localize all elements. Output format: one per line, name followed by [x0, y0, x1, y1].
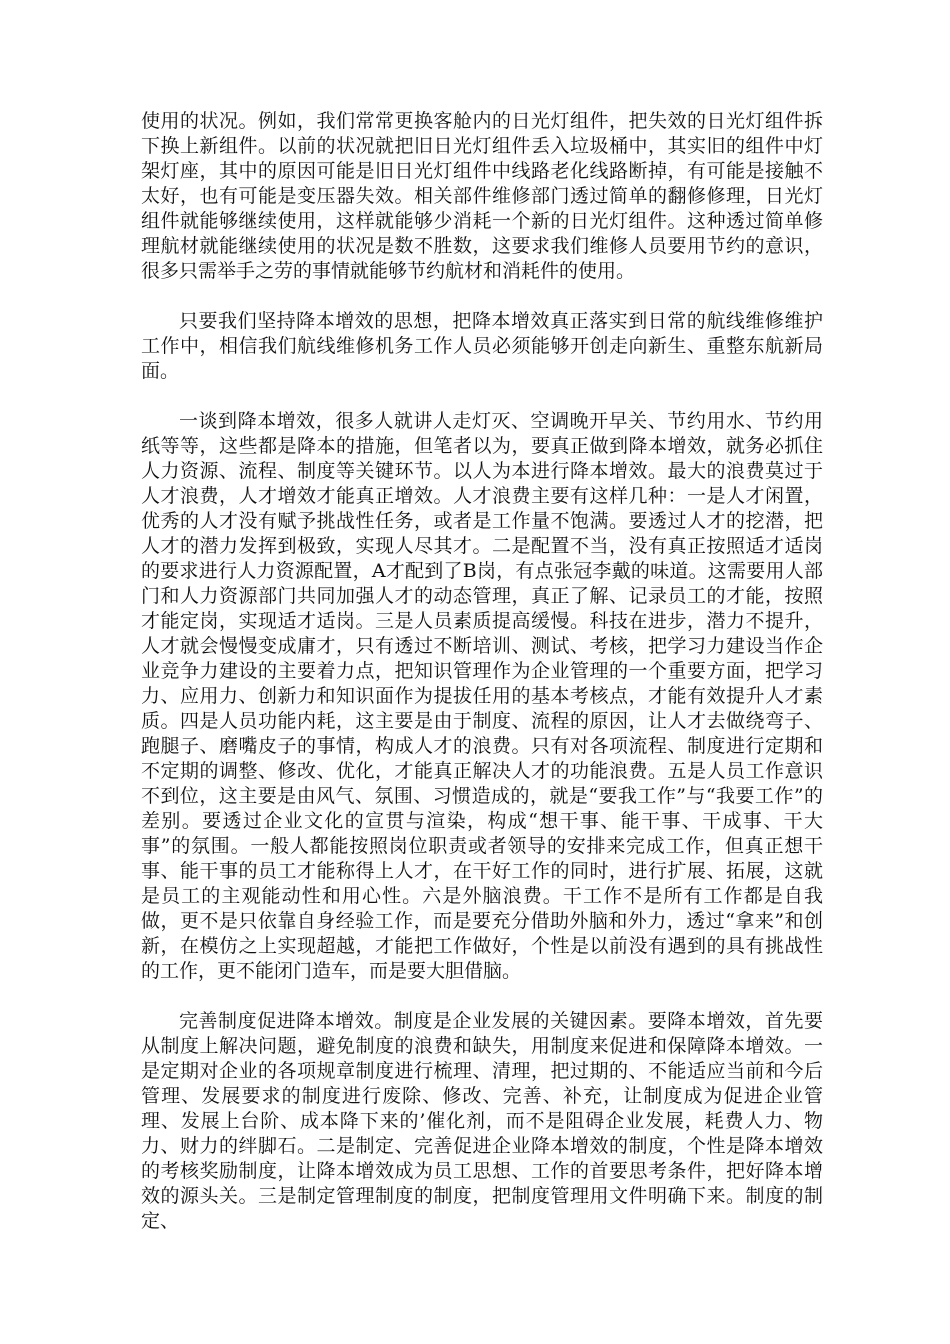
paragraph-1: 使用的状况。例如，我们常常更换客舱内的日光灯组件，把失效的日光灯组件拆下换上新组件。以前的状况就把旧日光灯组件丢入垃圾桶中，其实旧的组件中灯架灯座，其中的原因可能是旧日光灯组件中线路老化线路断掉，有可能是接触不太好，也有可能是变压器失效。相关部件维修部门透过简单的翻修修理，日光灯组件就能够继续使用，这样就能够少消耗一个新的日光灯组件。这种透过简单修理航材就能继续使用的状况是数不胜数，这要求我们维修人员要用节约的意识，很多只需举手之劳的事情就能够节约航材和消耗件的使用。 — [141, 110, 823, 282]
paragraph-4: 完善制度促进降本增效。制度是企业发展的关键因素。要降本增效，首先要从制度上解决问题，避免制度的浪费和缺失，用制度来促进和保障降本增效。一是定期对企业的各项规章制度进行梳理、清理，把过期的、不能适应当前和今后管理、发展要求的制度进行废除、修改、完善、补充，让制度成为促进企业管理、发展上台阶、成本降下来的’催化剂，而不是阻碍企业发展，耗费人力、物力、财力的绊脚石。二是制定、完善促进企业降本增效的制度，个性是降本增效的考核奖励制度，让降本增效成为员工思想、工作的首要思考条件，把好降本增效的源头关。三是制定管理制度的制度，把制度管理用文件明确下来。制度的制定、 — [141, 1010, 823, 1232]
paragraph-2: 只要我们坚持降本增效的思想，把降本增效真正落实到日常的航线维修维护工作中，相信我们航线维修机务工作人员必须能够开创走向新生、重整东航新局面。 — [141, 310, 823, 382]
paragraph-3: 一谈到降本增效，很多人就讲人走灯灭、空调晚开早关、节约用水、节约用纸等等，这些都是降本的措施，但笔者以为，要真正做到降本增效，就务必抓住人力资源、流程、制度等关键环节。以人为本进行降本增效。最大的浪费莫过于人才浪费，人才增效才能真正增效。人才浪费主要有这样几种：一是人才闲置，优秀的人才没有赋予挑战性任务，或者是工作量不饱满。要透过人才的挖潜，把人才的潜力发挥到极致，实现人尽其才。二是配置不当，没有真正按照适才适岗的要求进行人力资源配置，A才配到了B岗，有点张冠李戴的味道。这需要用人部门和人力资源部门共同加强人才的动态管理，真正了解、记录员工的才能，按照才能定岗，实现适才适岗。三是人员素质提高缓慢。科技在进步，潜力不提升，人才就会慢慢变成庸才，只有透过不断培训、测试、考核，把学习力建设当作企业竞争力建设的主要着力点，把知识管理作为企业管理的一个重要方面，把学习力、应用力、创新力和知识面作为提拔任用的基本考核点，才能有效提升人才素质。四是人员功能内耗，这主要是由于制度、流程的原因，让人才去做绕弯子、跑腿子、磨嘴皮子的事情，构成人才的浪费。只有对各项流程、制度进行定期和不定期的调整、修改、优化，才能真正解决人才的功能浪费。五是人员工作意识不到位，这主要是由风气、氛围、习惯造成的，就是“要我工作”与“我要工作”的差别。要透过企业文化的宣贯与渲染，构成“想干事、能干事、干成事、干大事”的氛围。一般人都能按照岗位职责或者领导的安排来完成工作，但真正想干事、能干事的员工才能称得上人才，在干好工作的同时，进行扩展、拓展，这就是员工的主观能动性和用心性。六是外脑浪费。干工作不是所有工作都是自我做，更不是只依靠自身经验工作，而是要充分借助外脑和外力，透过“拿来”和创新，在模仿之上实现超越，才能把工作做好，个性是以前没有遇到的具有挑战性的工作，更不能闭门造车，而是要大胆借脑。 — [141, 410, 823, 982]
document-body — [141, 109, 823, 1259]
